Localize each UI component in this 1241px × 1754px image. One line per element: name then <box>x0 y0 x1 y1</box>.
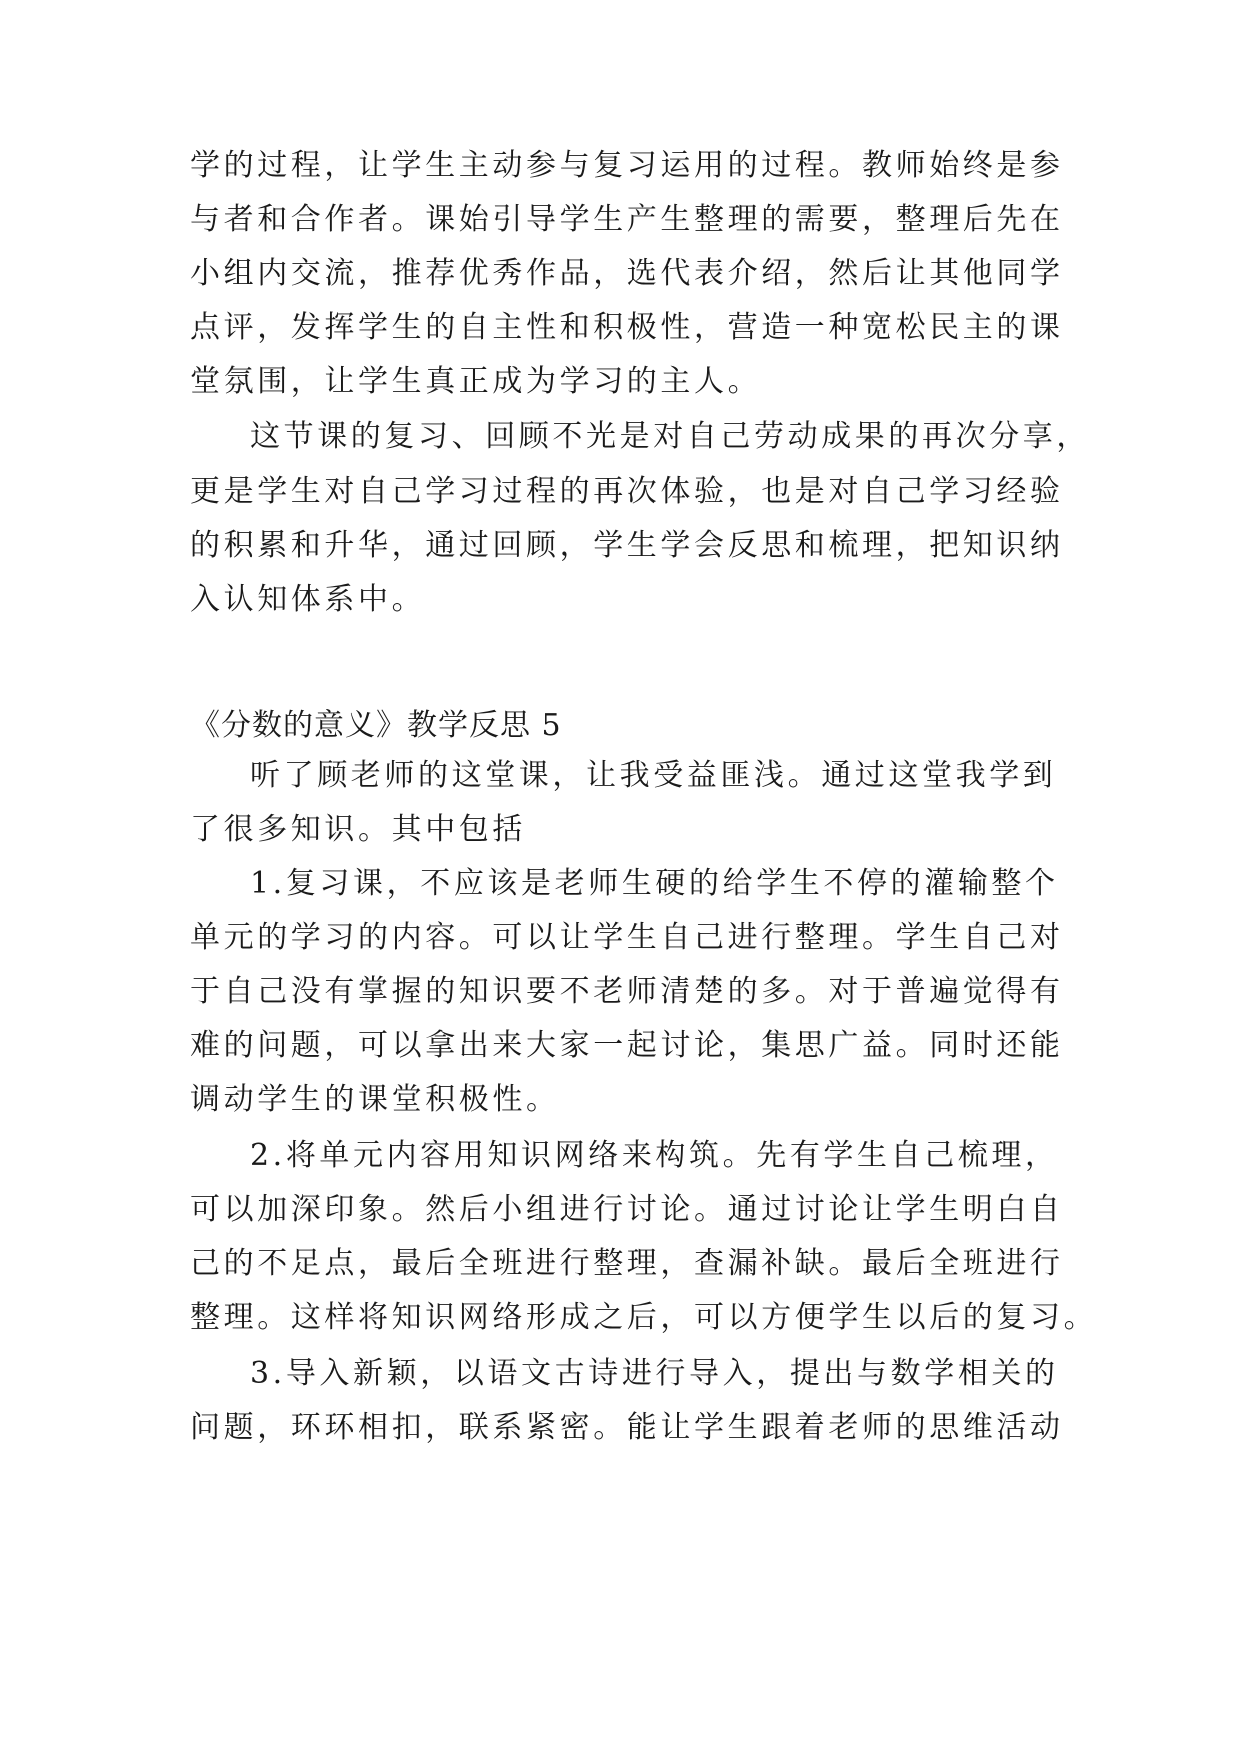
item-2-line-3: 己的不足点，最后全班进行整理，查漏补缺。最后全班进行 <box>190 1246 1064 1281</box>
paragraph-3-line-2: 了很多知识。其中包括 <box>190 812 526 847</box>
paragraph-1-line-3: 小组内交流，推荐优秀作品，选代表介绍，然后让其他同学 <box>190 256 1064 291</box>
item-1-line-2: 单元的学习的内容。可以让学生自己进行整理。学生自己对 <box>190 920 1064 955</box>
item-1-line-5: 调动学生的课堂积极性。 <box>190 1082 560 1117</box>
item-2-line-1: 2.将单元内容用知识网络来构筑。先有学生自己梳理， <box>250 1138 1059 1173</box>
item-1-line-1: 1.复习课，不应该是老师生硬的给学生不停的灌输整个 <box>250 866 1059 901</box>
item-1-line-4: 难的问题，可以拿出来大家一起讨论，集思广益。同时还能 <box>190 1028 1064 1063</box>
paragraph-2-line-3: 的积累和升华，通过回顾，学生学会反思和梳理，把知识纳 <box>190 528 1064 563</box>
item-3-line-2: 问题，环环相扣，联系紧密。能让学生跟着老师的思维活动 <box>190 1410 1064 1445</box>
item-2-line-2: 可以加深印象。然后小组进行讨论。通过讨论让学生明白自 <box>190 1192 1064 1227</box>
paragraph-1-line-4: 点评，发挥学生的自主性和积极性，营造一种宽松民主的课 <box>190 310 1064 345</box>
item-1-line-3: 于自己没有掌握的知识要不老师清楚的多。对于普遍觉得有 <box>190 974 1064 1009</box>
paragraph-3-line-1: 听了顾老师的这堂课，让我受益匪浅。通过这堂我学到 <box>250 758 1057 793</box>
item-3-line-1: 3.导入新颖，以语文古诗进行导入，提出与数学相关的 <box>250 1356 1059 1391</box>
section-title: 《分数的意义》教学反思 5 <box>190 708 562 743</box>
paragraph-1-line-5: 堂氛围，让学生真正成为学习的主人。 <box>190 364 762 399</box>
item-2-line-4: 整理。这样将知识网络形成之后，可以方便学生以后的复习。 <box>190 1300 1098 1335</box>
paragraph-2-line-1: 这节课的复习、回顾不光是对自己劳动成果的再次分享， <box>250 419 1090 454</box>
paragraph-2-line-2: 更是学生对自己学习过程的再次体验，也是对自己学习经验 <box>190 474 1064 509</box>
paragraph-1-line-2: 与者和合作者。课始引导学生产生整理的需要，整理后先在 <box>190 202 1064 237</box>
paragraph-2-line-4: 入认知体系中。 <box>190 582 426 617</box>
paragraph-1-line-1: 学的过程，让学生主动参与复习运用的过程。教师始终是参 <box>190 148 1064 183</box>
